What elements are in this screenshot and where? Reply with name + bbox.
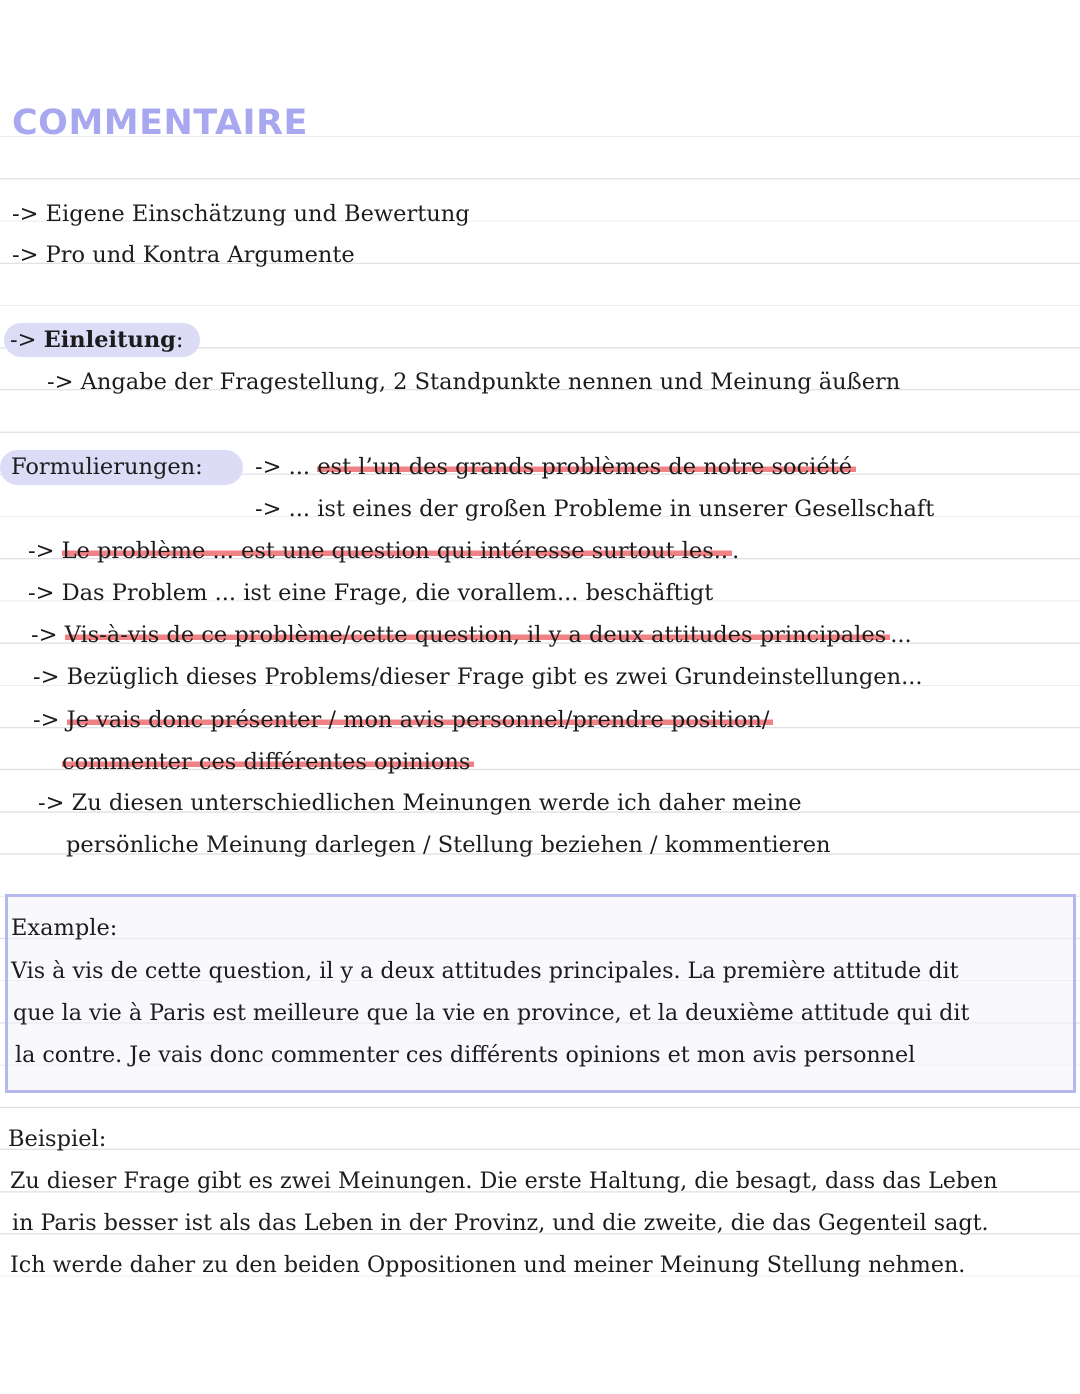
beispiel-line-2: in Paris besser ist als das Leben in der Provinz, und die zweite, die das Gegenteil sagt. <box>12 1210 989 1236</box>
example-label: Example: <box>11 915 118 941</box>
formulierung-item-3-fr-2 <box>62 747 474 777</box>
page-title: COMMENTAIRE <box>12 103 308 143</box>
einleitung-label: Einleitung <box>43 327 176 353</box>
suffix: . <box>732 538 740 564</box>
french-phrase: est l’un des grands problèmes de notre société <box>317 454 856 480</box>
formulierung-item-2-fr <box>31 620 912 650</box>
beispiel-line-1: Zu dieser Frage gibt es zwei Meinungen. Die erste Haltung, die besagt, dass das Leben <box>10 1168 998 1194</box>
formulierung-item-1-de: -> Das Problem ... ist eine Frage, die vorallem... beschäftigt <box>28 580 714 606</box>
formulierung-item-1-fr <box>28 536 739 566</box>
arrow-prefix: -> ... <box>255 454 318 480</box>
bottom-margin <box>0 1286 1080 1394</box>
beispiel-label: Beispiel: <box>8 1126 107 1152</box>
formulierungen-label: Formulierungen: <box>11 454 203 480</box>
einleitung-arrow: -> <box>10 327 44 353</box>
example-line-1: Vis à vis de cette question, il y a deux attitudes principales. La première attitude dit <box>11 958 959 984</box>
arrow-prefix: -> <box>28 538 62 564</box>
formulierung-line-1 <box>255 452 856 482</box>
french-phrase: commenter ces différentes opinions <box>62 749 474 775</box>
formulierung-line-2: -> ... ist eines der großen Probleme in unserer Gesellschaft <box>255 496 935 522</box>
example-line-2: que la vie à Paris est meilleure que la vie en province, et la deuxième attitude qui dit <box>13 1000 970 1026</box>
arrow-prefix: -> <box>33 707 67 733</box>
top-margin <box>0 0 1080 96</box>
arrow-prefix: -> <box>31 622 65 648</box>
intro-line-2: -> Pro und Kontra Argumente <box>12 242 355 268</box>
beispiel-line-3: Ich werde daher zu den beiden Oppositionen und meiner Meinung Stellung nehmen. <box>10 1252 966 1278</box>
intro-line-1: -> Eigene Einschätzung und Bewertung <box>12 201 470 227</box>
suffix: ... <box>890 622 912 648</box>
formulierung-item-3-fr-1 <box>33 705 773 735</box>
formulierung-item-3-de-2: persönliche Meinung darlegen / Stellung beziehen / kommentieren <box>66 832 831 858</box>
french-phrase: Vis-à-vis de ce problème/cette question, il y a deux attitudes principales <box>65 622 891 648</box>
einleitung-colon: : <box>175 327 184 353</box>
einleitung-description: -> Angabe der Fragestellung, 2 Standpunkte nennen und Meinung äußern <box>47 369 901 395</box>
example-line-3: la contre. Je vais donc commenter ces différents opinions et mon avis personnel <box>15 1042 916 1068</box>
french-phrase: Le problème ... est une question qui intéresse surtout les.. <box>62 538 732 564</box>
formulierung-item-3-de-1: -> Zu diesen unterschiedlichen Meinungen werde ich daher meine <box>38 790 802 816</box>
formulierung-item-2-de: -> Bezüglich dieses Problems/dieser Frage gibt es zwei Grundeinstellungen... <box>33 664 923 690</box>
einleitung-heading <box>10 325 184 355</box>
french-phrase: Je vais donc présenter / mon avis personnel/prendre position/ <box>67 707 774 733</box>
